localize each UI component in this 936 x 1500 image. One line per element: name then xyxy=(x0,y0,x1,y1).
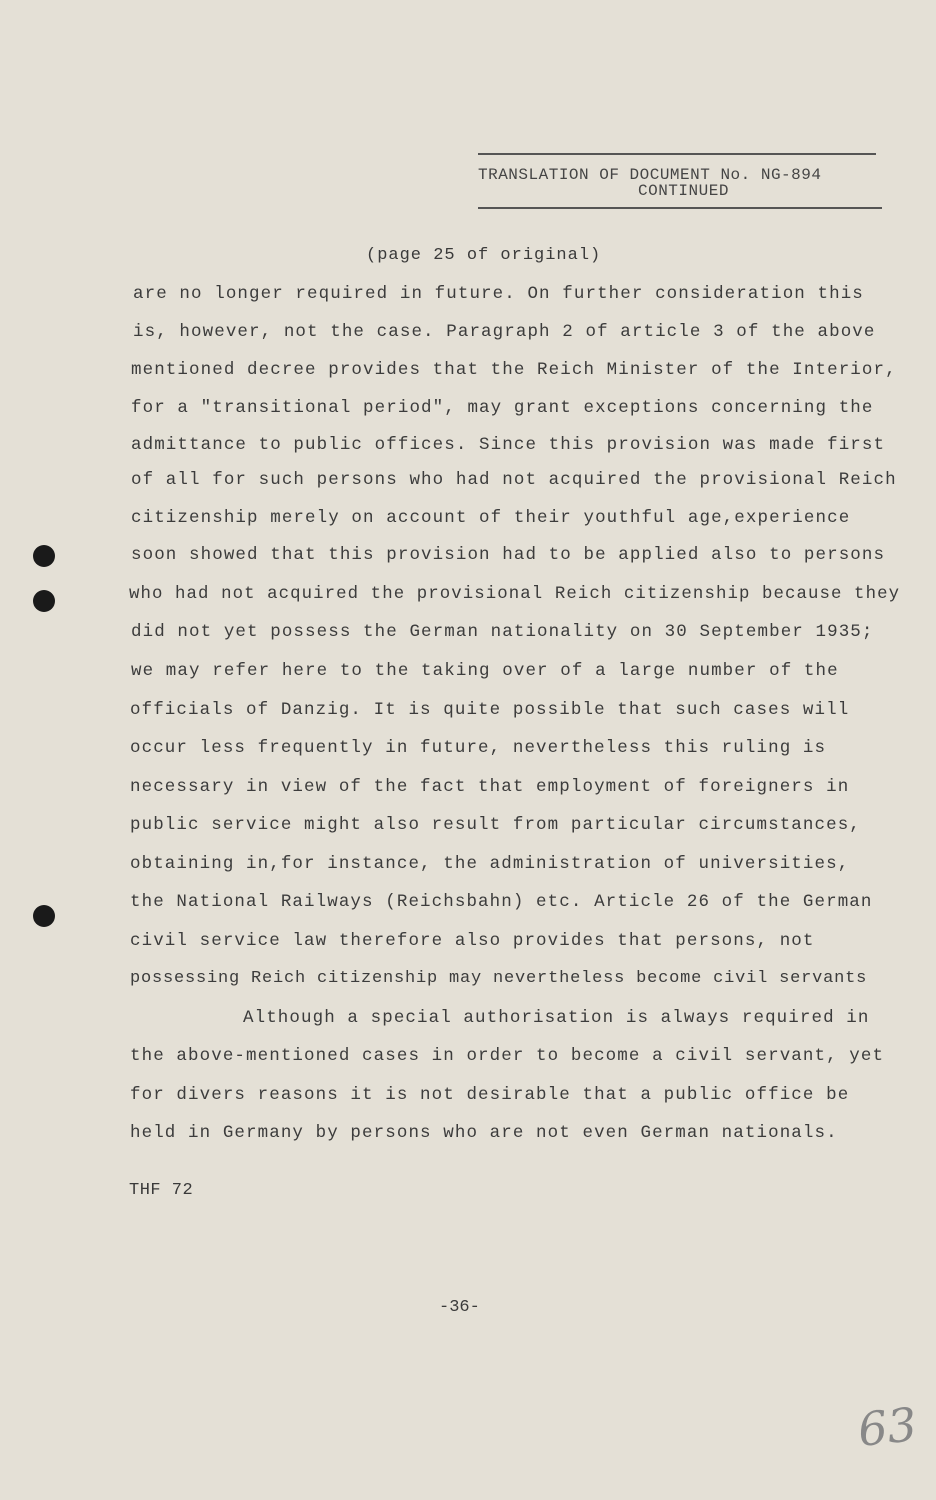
text-line: mentioned decree provides that the Reich Minister of the Interior, xyxy=(131,360,897,380)
text-line: officials of Danzig. It is quite possible that such cases will xyxy=(130,700,850,720)
handwritten-page-number: 63 xyxy=(855,1397,920,1457)
punch-hole xyxy=(33,590,55,612)
page-number: -36- xyxy=(439,1298,480,1317)
text-line: public service might also result from particular circumstances, xyxy=(130,815,861,835)
punch-hole xyxy=(33,905,55,927)
text-line: for divers reasons it is not desirable that a public office be xyxy=(130,1085,850,1105)
text-line: did not yet possess the German nationality on 30 September 1935; xyxy=(131,622,874,642)
header-continued: CONTINUED xyxy=(638,182,729,200)
text-line: occur less frequently in future, nevertheless this ruling is xyxy=(130,738,827,758)
punch-hole xyxy=(33,545,55,567)
text-line: admittance to public offices. Since this provision was made first xyxy=(131,435,886,455)
text-line: are no longer required in future. On further consideration this xyxy=(133,284,864,304)
text-line: possessing Reich citizenship may nevertheless become civil servants xyxy=(130,969,868,988)
text-line: held in Germany by persons who are not even German nationals. xyxy=(130,1123,838,1143)
text-line: civil service law therefore also provides that persons, not xyxy=(130,931,815,951)
header-title: TRANSLATION OF DOCUMENT No. NG-894 xyxy=(478,166,822,184)
text-line: of all for such persons who had not acquired the provisional Reich xyxy=(131,470,897,490)
text-line: is, however, not the case. Paragraph 2 of article 3 of the above xyxy=(133,322,876,342)
text-line: soon showed that this provision had to be applied also to persons xyxy=(131,545,886,565)
original-page-reference: (page 25 of original) xyxy=(366,246,602,265)
header-rule-bottom xyxy=(478,207,882,209)
text-line: we may refer here to the taking over of a large number of the xyxy=(131,661,839,681)
text-line: for a "transitional period", may grant exceptions concerning the xyxy=(131,398,874,418)
text-line: Although a special authorisation is always required in xyxy=(243,1008,870,1028)
text-line: who had not acquired the provisional Reich citizenship because they xyxy=(129,584,901,604)
document-reference: THF 72 xyxy=(129,1181,194,1200)
text-line: necessary in view of the fact that employment of foreigners in xyxy=(130,777,850,797)
header-rule-top xyxy=(478,153,876,155)
text-line: the above-mentioned cases in order to become a civil servant, yet xyxy=(130,1046,885,1066)
text-line: citizenship merely on account of their youthful age,experience xyxy=(131,508,851,528)
text-line: the National Railways (Reichsbahn) etc. Article 26 of the German xyxy=(130,892,873,912)
document-header xyxy=(478,166,878,200)
text-line: obtaining in,for instance, the administration of universities, xyxy=(130,854,850,874)
